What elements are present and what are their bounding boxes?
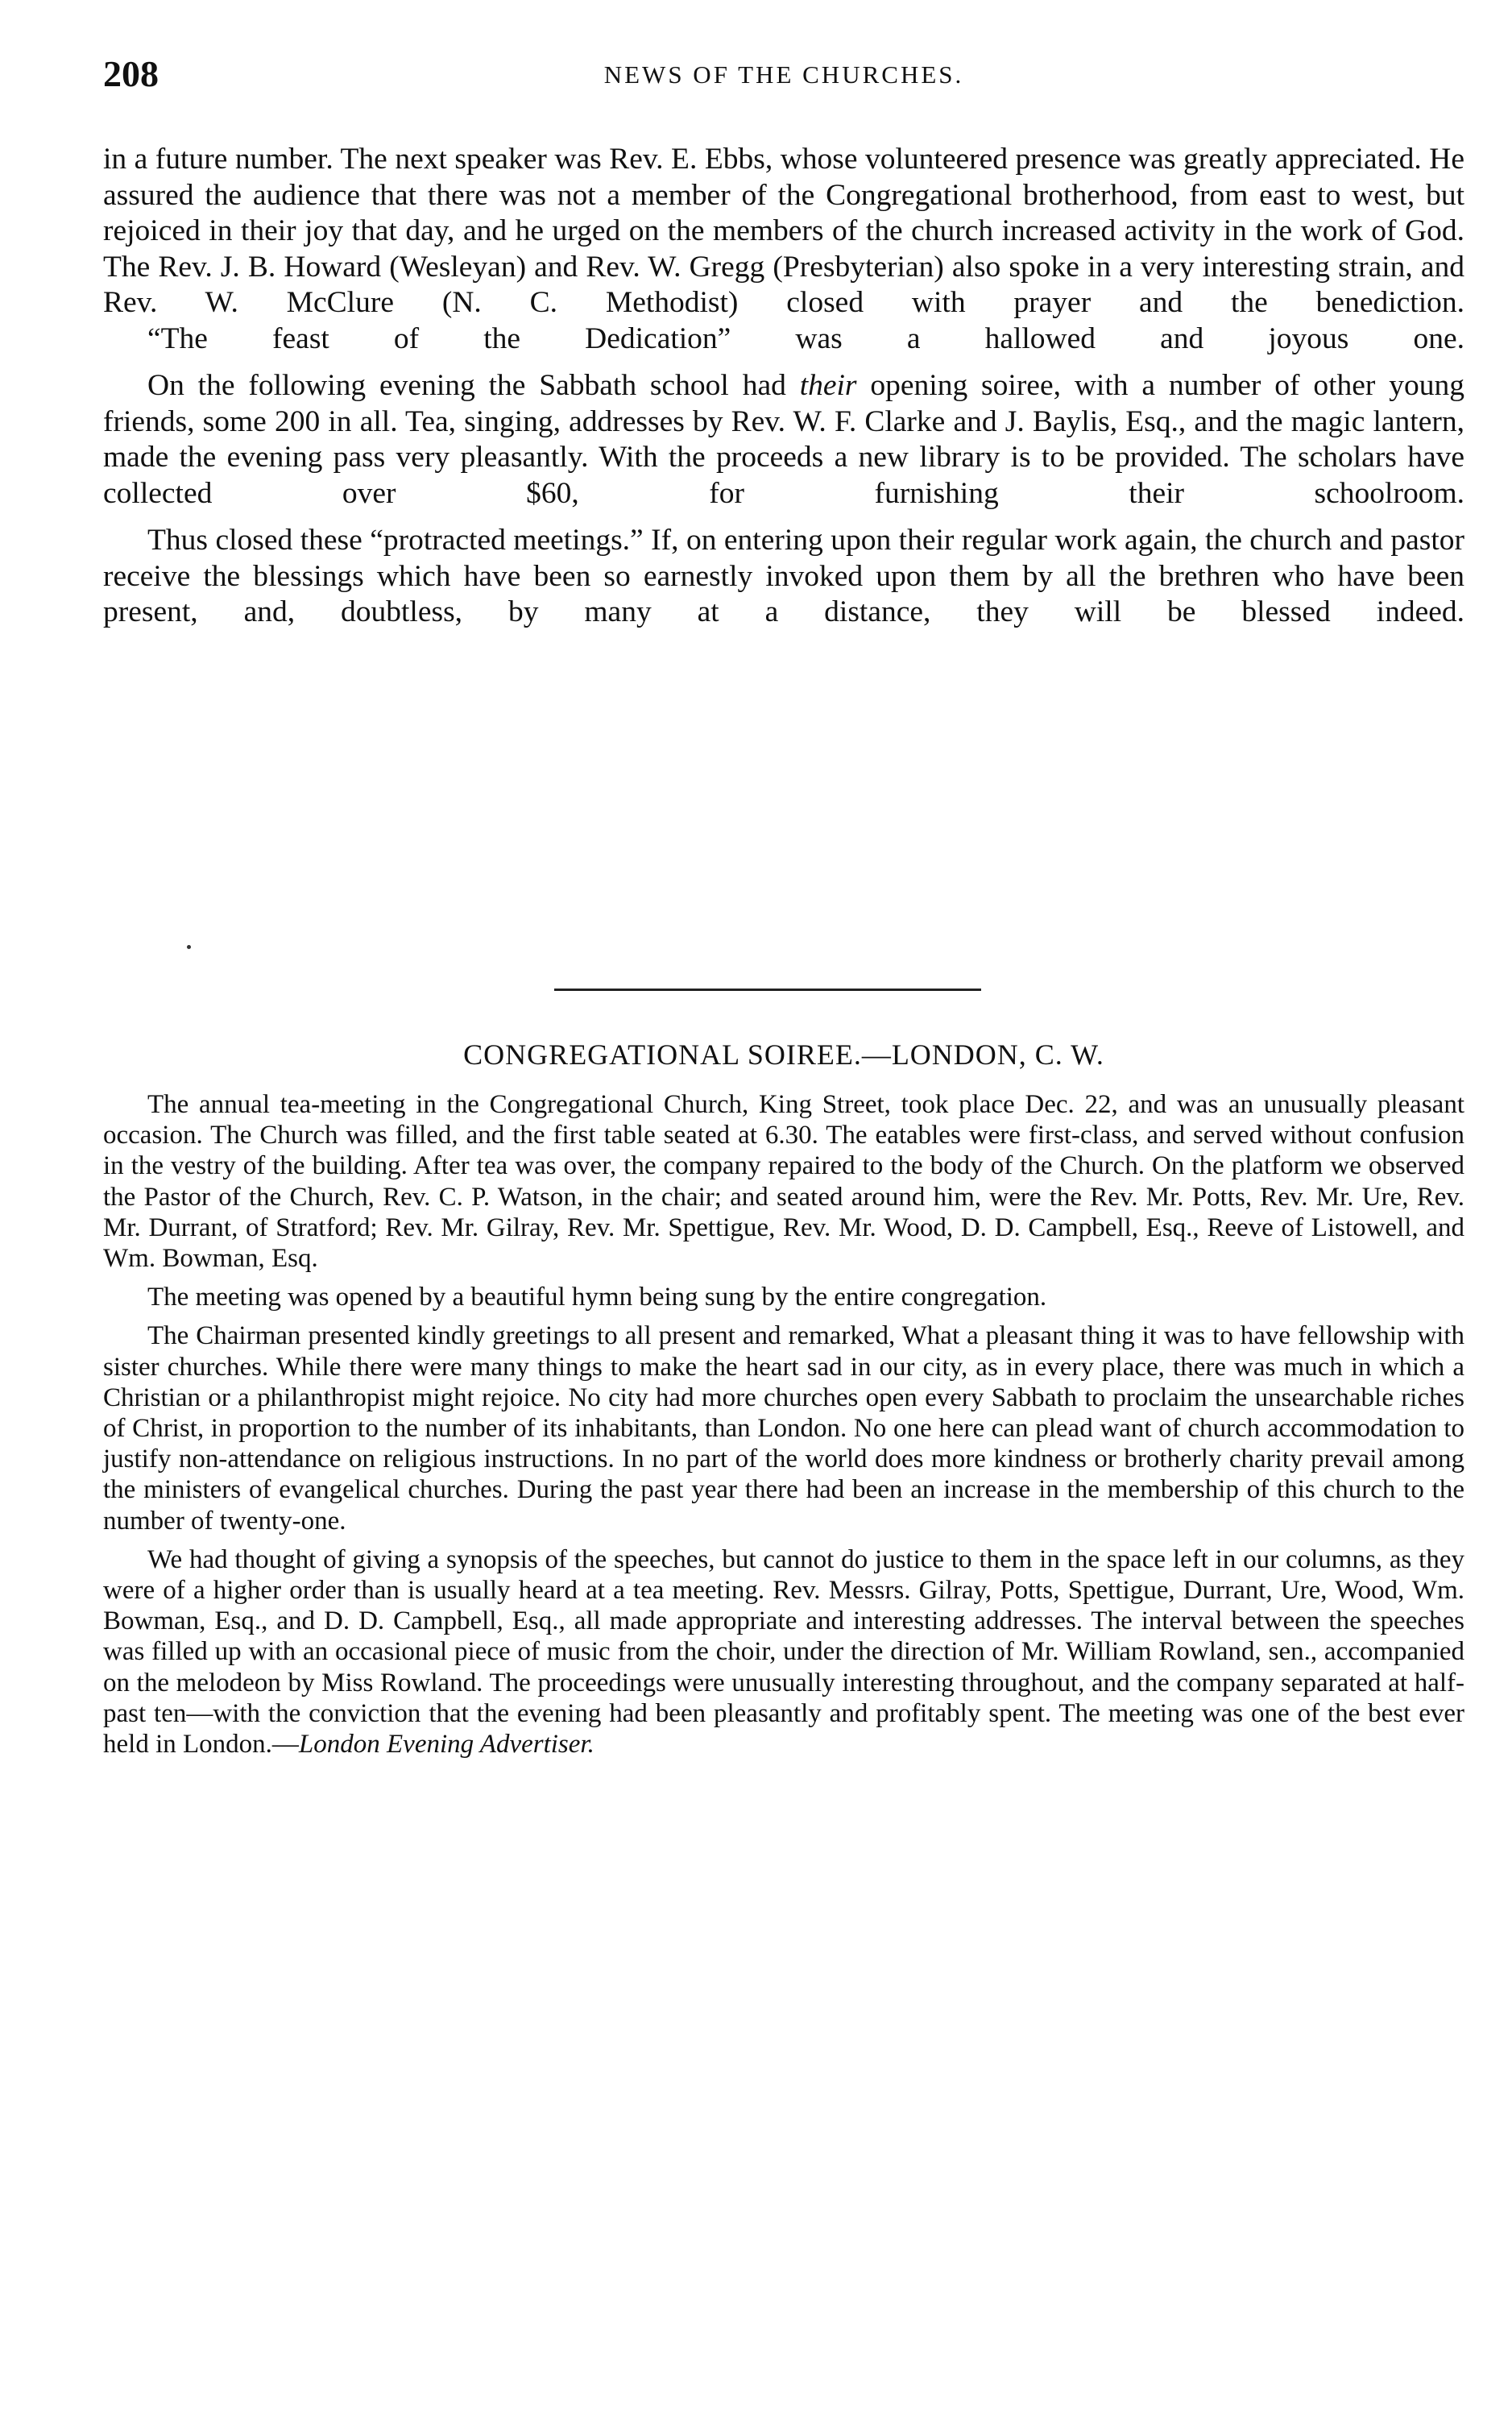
stray-mark <box>187 945 191 949</box>
paragraph-closing: Thus closed these “protracted meetings.” If, on entering upon their regular work again, the church and pastor receive the blessings which have been so earnestly invoked upon them by all the brethren who have been present, and, doubtless, by many at a distance, they will be blessed indeed. <box>103 524 1464 628</box>
paragraph-continued: in a future number. The next speaker was Rev. E. Ebbs, whose volunteered presence was greatly appreciated. He assured the audience that there was not a member of the Congregational brotherhood, from east to west, but rejoiced in their joy that day, and he urged on the members of the church increased activity in the work of God. The Rev. J. B. Howard (Wesleyan) and Rev. W. Gregg (Presbyterian) also spoke in a very interesting strain, and Rev. W. McClure (N. C. Methodist) closed with prayer and the benediction. <box>103 143 1464 319</box>
text-run: We had thought of giving a synopsis of the speeches, but cannot do justice to them in the space left in our columns, as they were of a higher order than is usually heard at a tea meeting. Rev. Messrs. Gilray, Potts, Spettigue, Durrant, Ure, Wood, Wm. Bowman, Esq., and D. D. Campbell, Esq., all made appropriate and interesting addresses. The interval between the speeches was filled up with an occasional piece of music from the choir, under the direction of Mr. William Rowland, sen., accompanied on the melodeon by Miss Rowland. The proceedings were unusually interesting throughout, and the company separated at half-past ten—with the conviction that the evening had been pleasantly and profitably spent. The meeting was one of the best ever held in London.— <box>103 1544 1464 1760</box>
text-run: opening soiree, with a number of other young friends, some 200 in all. Tea, singing, addresses by Rev. W. F. Clarke and J. Baylis, Esq., and the magic lantern, made the evening pass very pleasantly. With the proceeds a new library is to be provided. The scholars have collected over $60, for furnishing their schoolroom. <box>103 369 1464 510</box>
paragraph-hymn: The meeting was opened by a beautiful hymn being sung by the entire congregation. <box>147 1283 1047 1312</box>
paragraph-dedication: “The feast of the Dedication” was a hallowed and joyous one. <box>147 321 1464 355</box>
section-divider <box>554 989 981 991</box>
journal-title: NEWS OF THE CHURCHES. <box>603 60 964 89</box>
paragraph-tea-meeting: The annual tea-meeting in the Congregational Church, King Street, took place Dec. 22, and was an unusually pleasant occasion. The Church was filled, and the first table seated at 6.30. The eatables were first-class, and served without confusion in the vestry of the building. After tea was over, the company repaired to the body of the Church. On the platform we observed the Pastor of the Church, Rev. C. P. Watson, in the chair; and seated around him, were the Rev. Mr. Potts, Rev. Mr. Ure, Rev. Mr. Durrant, of Stratford; Rev. Mr. Gilray, Rev. Mr. Spettigue, Rev. Mr. Wood, D. D. Campbell, Esq., Reeve of Listowell, and Wm. Bowman, Esq. <box>103 1090 1464 1274</box>
article-continuation <box>103 142 1464 631</box>
running-header <box>103 50 1464 98</box>
paragraph-synopsis <box>103 1544 1464 1760</box>
italic-emphasis: their <box>799 369 857 402</box>
page-number: 208 <box>103 53 159 94</box>
source-citation: London Evening Advertiser. <box>298 1730 594 1760</box>
text-run: On the following evening the Sabbath school had <box>147 369 800 402</box>
article-soiree <box>103 1089 1464 1760</box>
paragraph-sabbath-school <box>103 368 1464 512</box>
paragraph-chairman: The Chairman presented kindly greetings to all present and remarked, What a pleasant thing it was to have fellowship with sister churches. While there were many things to make the heart sad in our city, as in every place, there was much in which a Christian or a philanthropist might rejoice. No city had more churches open every Sabbath to proclaim the unsearchable riches of Christ, in proportion to the number of its inhabitants, than London. No one here can plead want of church accommodation to justify non-attendance on religious instructions. In no part of the world does more kindness or brotherly charity prevail among the ministers of evangelical churches. During the past year there had been an increase in the membership of this church to the number of twenty-one. <box>103 1321 1464 1536</box>
section-heading: CONGREGATIONAL SOIREE.—LONDON, C. W. <box>463 1038 1104 1071</box>
